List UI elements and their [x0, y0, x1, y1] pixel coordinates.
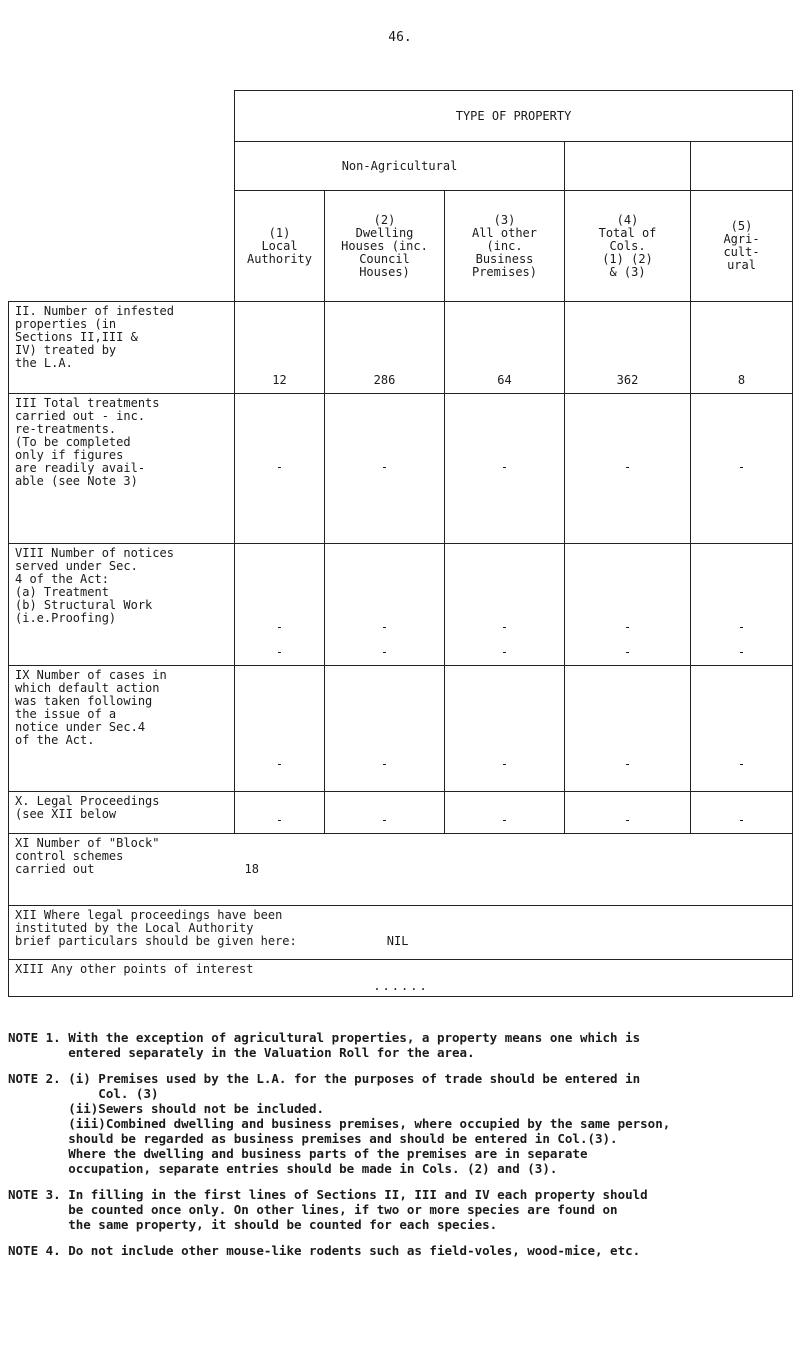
table-cell: - - [325, 544, 445, 666]
note-2: NOTE 2. (i) Premises used by the L.A. for the purposes of trade should be entered in Col. (3) (ii)Sewers should not be included. (iii)Combined dwelling and business premises, where occupied by the same person, should be regarded as business premises and should be entered in Col.(3). Where the dwelling and business parts of the premises are in separate occupation, separate entries should be made in Cols. (2) and (3). [8, 1071, 671, 1176]
notes-section [8, 1030, 792, 1269]
table-cell: - [565, 394, 691, 544]
blank-corner [9, 91, 235, 302]
page-number: 46. [388, 30, 412, 45]
blank-subheader [691, 142, 793, 191]
row-label: II. Number of infested properties (in Sections II,III & IV) treated by the L.A. [9, 302, 235, 394]
table-cell: - [691, 666, 793, 792]
table-cell: - [691, 394, 793, 544]
note-1: NOTE 1. With the exception of agricultural properties, a property means one which is entered separately in the Valuation Roll for the area. [8, 1030, 641, 1060]
block-control-count: 18 [244, 862, 259, 876]
type-of-property-header: TYPE OF PROPERTY [235, 91, 793, 142]
table-cell: - [445, 792, 565, 834]
row-label: XI Number of "Block" control schemes carried out 18 [9, 834, 793, 906]
other-points-value: ...... [373, 979, 429, 993]
table-cell: - - [691, 544, 793, 666]
table-row [9, 302, 793, 394]
column-header-dwelling-houses: (2) Dwelling Houses (inc. Council Houses) [325, 191, 445, 302]
row-label: X. Legal Proceedings (see XII below [9, 792, 235, 834]
table-cell: - [691, 792, 793, 834]
table-row [9, 544, 793, 666]
table-cell: - - [445, 544, 565, 666]
non-agricultural-header: Non-Agricultural [235, 142, 565, 191]
table-cell: - [235, 394, 325, 544]
table-cell: 286 [325, 302, 445, 394]
row-label: III Total treatments carried out - inc. re-treatments. (To be completed only if figures are readily avail- able (see Note 3) [9, 394, 235, 544]
column-header-agricultural: (5) Agri- cult- ural [691, 191, 793, 302]
table-cell: - [235, 666, 325, 792]
legal-particulars-value: NIL [386, 934, 409, 948]
table-cell: - [325, 792, 445, 834]
table-cell: - [235, 792, 325, 834]
table-row [9, 792, 793, 834]
table-cell: - [325, 666, 445, 792]
table-cell: - - [565, 544, 691, 666]
blank-subheader [565, 142, 691, 191]
row-label: VIII Number of notices served under Sec. 4 of the Act: (a) Treatment (b) Structural Work (i.e.Proofing) [9, 544, 235, 666]
column-header-local-authority: (1) Local Authority [235, 191, 325, 302]
table-cell: 8 [691, 302, 793, 394]
table-cell: - [565, 792, 691, 834]
row-label: IX Number of cases in which default action was taken following the issue of a notice under Sec.4 of the Act. [9, 666, 235, 792]
table-row [9, 666, 793, 792]
table-cell: - [565, 666, 691, 792]
row-label: XII Where legal proceedings have been instituted by the Local Authority brief particulars should be given here: NIL [9, 906, 793, 960]
table-cell: 12 [235, 302, 325, 394]
column-header-total: (4) Total of Cols. (1) (2) & (3) [565, 191, 691, 302]
table-cell: - [445, 666, 565, 792]
table-row [9, 960, 793, 997]
table-row [9, 906, 793, 960]
table-cell: - [445, 394, 565, 544]
note-4: NOTE 4. Do not include other mouse-like rodents such as field-voles, wood-mice, etc. [8, 1243, 641, 1258]
table-cell: 362 [565, 302, 691, 394]
table-cell: - [325, 394, 445, 544]
column-header-all-other: (3) All other (inc. Business Premises) [445, 191, 565, 302]
property-table [8, 90, 793, 997]
row-label: XIII Any other points of interest ...... [9, 960, 793, 997]
table-cell: 64 [445, 302, 565, 394]
table-cell: - - [235, 544, 325, 666]
note-3: NOTE 3. In filling in the first lines of Sections II, III and IV each property should be counted once only. On other lines, if two or more species are found on the same property, it should be counted for each species. [8, 1187, 648, 1232]
table-row [9, 394, 793, 544]
table-row [9, 834, 793, 906]
